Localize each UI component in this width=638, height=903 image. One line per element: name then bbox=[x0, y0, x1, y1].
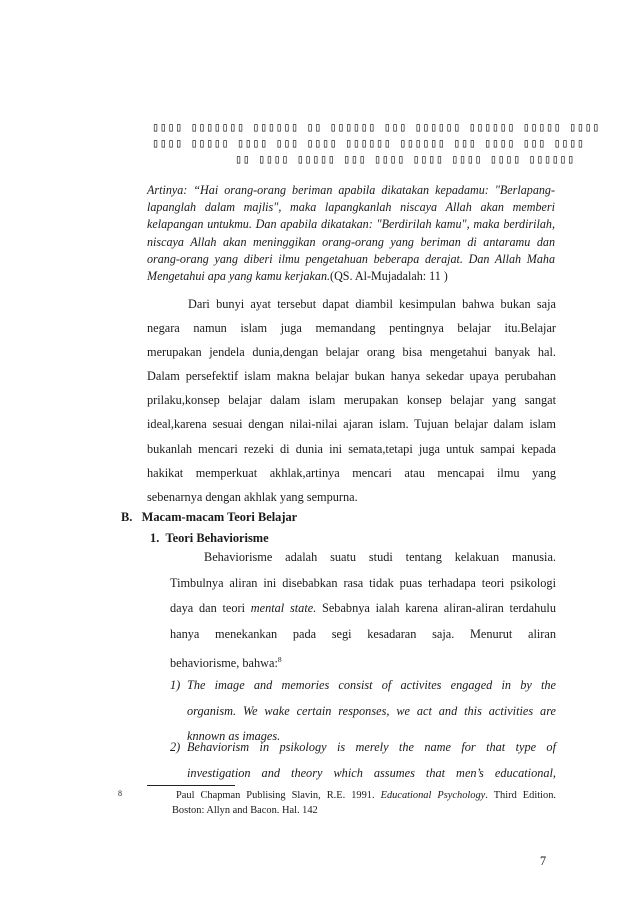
footnote-text: Paul Chapman Publising Slavin, R.E. 1991. bbox=[176, 790, 381, 801]
arabic-line-1: ▯▯▯▯ ▯▯▯▯▯▯▯ ▯▯▯▯▯▯ ▯▯ ▯▯▯▯▯▯ ▯▯▯ ▯▯▯▯▯▯ ▯▯▯▯▯▯ ▯▯▯▯▯ ▯▯▯▯ bbox=[152, 120, 601, 134]
conclusion-paragraph bbox=[147, 292, 556, 509]
page-number: 7 bbox=[540, 854, 547, 868]
quote-number: 1) bbox=[170, 678, 181, 692]
footnote-mark: 8 bbox=[118, 789, 122, 798]
quote-line: investigation and theory which assumes that men’s educational, bbox=[187, 765, 556, 780]
footnote-divider bbox=[147, 785, 235, 786]
body-text: daya dan teori bbox=[170, 601, 251, 615]
verse-source: (QS. Al-Mujadalah: 11 ) bbox=[330, 269, 448, 284]
quote-line: organism. We wake certain responses, we act and this activities are bbox=[187, 703, 556, 718]
body-line: Behaviorisme adalah suatu studi tentang kelakuan manusia. bbox=[204, 550, 556, 564]
paragraph-line: merupakan jendela dunia,dengan belajar orang bisa mengetahui banyak hal. bbox=[147, 345, 556, 360]
footnote-text: . Third Edition. bbox=[485, 790, 556, 801]
quote-line: The image and memories consist of activites engaged in by the bbox=[187, 678, 556, 692]
paragraph-line: negara namun islam juga memandang pentingnya belajar itu.Belajar bbox=[147, 321, 556, 336]
paragraph-line: sebenarnya dengan akhlak yang sempurna. bbox=[147, 489, 358, 504]
paragraph-line: hakikat memperkuat akhlak,artinya mencari atau mencapai ilmu yang bbox=[147, 465, 556, 480]
arabic-line-2: ▯▯▯▯ ▯▯▯▯▯ ▯▯▯▯ ▯▯▯ ▯▯▯▯ ▯▯▯▯▯▯ ▯▯▯▯▯▯ ▯▯▯ ▯▯▯▯ ▯▯▯ ▯▯▯▯ bbox=[152, 136, 585, 150]
body-text: behaviorisme, bahwa: bbox=[170, 656, 278, 670]
section-heading: B. Macam-macam Teori Belajar bbox=[121, 510, 298, 524]
quote-line: Behaviorism in psikology is merely the name for that type of bbox=[187, 740, 556, 754]
mental-state-term: mental state. bbox=[250, 601, 317, 615]
footnote-line: Boston: Allyn and Bacon. Hal. 142 bbox=[172, 804, 318, 816]
body-line: hanya menekankan pada segi kesadaran saja. Menurut aliran bbox=[170, 626, 556, 641]
behaviorism-paragraph bbox=[170, 545, 556, 677]
quote-line: knnown as images. bbox=[187, 729, 281, 743]
paragraph-line: ideal,karena sesuai dengan nilai-nilai ajaran islam. Tujuan belajar dalam islam bbox=[147, 417, 556, 432]
paragraph-line: Dalam persefektif islam makna belajar bukan hanya sekedar upaya perubahan bbox=[147, 369, 556, 384]
paragraph-line: Dari bunyi ayat tersebut dapat diambil kesimpulan bahwa bukan saja bbox=[188, 297, 556, 311]
quote-item-2 bbox=[170, 735, 556, 786]
body-line bbox=[170, 596, 556, 622]
verse-translation bbox=[147, 182, 555, 285]
book-title: Educational Psychology bbox=[380, 790, 486, 801]
paragraph-line: prilaku,konsep belajar dalam islam merupakan konsep belajar yang sangat bbox=[147, 393, 556, 408]
footnote-line bbox=[172, 789, 556, 804]
body-line: Timbulnya aliran ini disebabkan rasa tidak puas terhadapa teori psikologi bbox=[170, 575, 556, 590]
translation-text: Artinya: “Hai orang-orang beriman apabila dikatakan kepadamu: "Berlapang-lapanglah dalam majlis", maka lapangkanlah niscaya Allah akan memberi kelapangan untukmu. Dan apabila dikatakan: "Berdirilah kamu", maka berdirilah, niscaya Allah akan meninggikan orang-orang yang beriman di antaramu dan orang-orang yang diberi ilmu pengetahuan beberapa derajat. Dan Allah Maha Mengetahui apa yang kamu kerjakan. bbox=[147, 183, 555, 284]
paragraph-line: bukanlah mencari rezeki di dunia ini semata,tetapi juga untuk sampai kepada bbox=[147, 441, 556, 456]
body-text: Sebabnya ialah karena aliran-aliran terdahulu bbox=[316, 601, 556, 615]
footnote-reference: 8 bbox=[277, 655, 282, 664]
footnote bbox=[172, 789, 556, 818]
arabic-line-3: ▯▯ ▯▯▯▯ ▯▯▯▯▯ ▯▯▯ ▯▯▯▯ ▯▯▯▯ ▯▯▯▯ ▯▯▯▯ ▯▯▯▯▯▯ bbox=[235, 152, 575, 166]
quote-number: 2) bbox=[170, 740, 181, 754]
subsection-heading: 1. Teori Behaviorisme bbox=[150, 531, 269, 545]
